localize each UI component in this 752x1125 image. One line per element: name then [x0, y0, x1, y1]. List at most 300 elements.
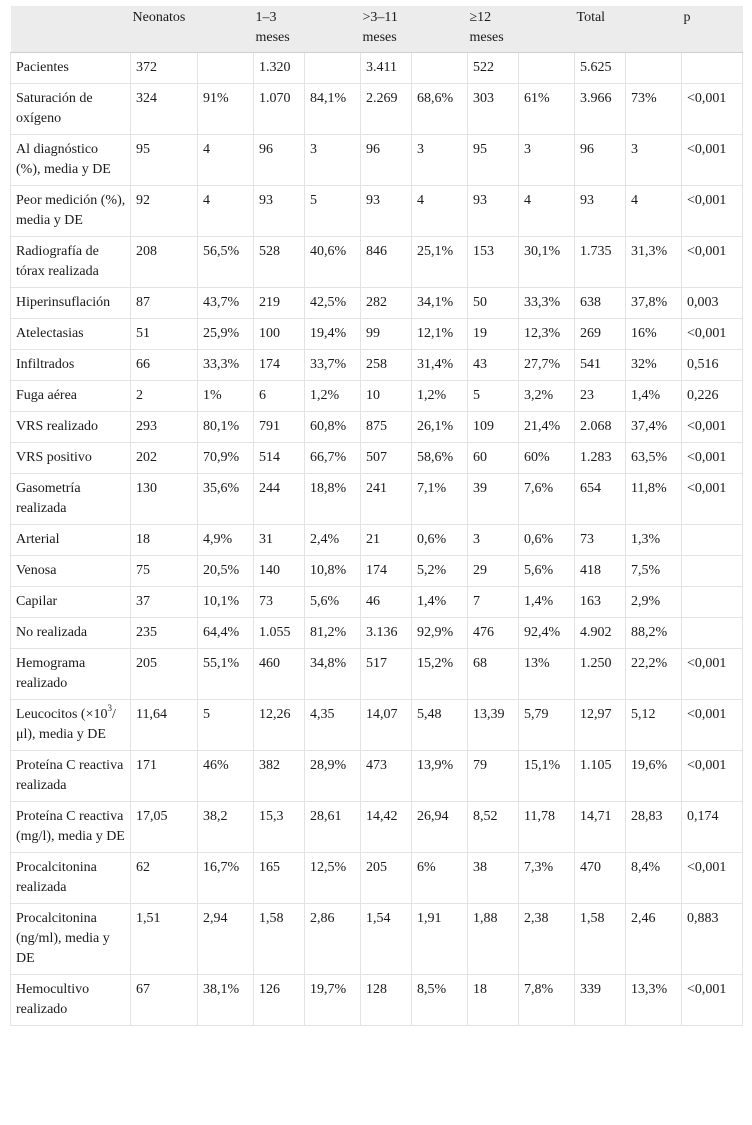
table-cell: 32%	[626, 350, 682, 381]
table-cell: 5,2%	[412, 556, 468, 587]
table-cell: 93	[361, 186, 412, 237]
table-cell: 541	[575, 350, 626, 381]
table-cell: 165	[254, 853, 305, 904]
table-cell: 5.625	[575, 53, 626, 84]
table-cell: 5	[468, 381, 519, 412]
table-container	[10, 6, 742, 1026]
table-cell: 1,54	[361, 904, 412, 975]
table-cell: 95	[131, 135, 198, 186]
table-cell: 1.250	[575, 649, 626, 700]
table-cell: 1,4%	[626, 381, 682, 412]
table-cell: 638	[575, 288, 626, 319]
table-cell: 1.320	[254, 53, 305, 84]
table-cell: 51	[131, 319, 198, 350]
table-cell: 63,5%	[626, 443, 682, 474]
table-row	[11, 53, 743, 84]
table-cell: <0,001	[682, 186, 743, 237]
table-cell: 128	[361, 975, 412, 1026]
table-cell: 20,5%	[198, 556, 254, 587]
table-cell: 7	[468, 587, 519, 618]
table-row	[11, 904, 743, 975]
table-cell: 14,07	[361, 700, 412, 751]
table-row	[11, 525, 743, 556]
table-cell: 418	[575, 556, 626, 587]
row-label: Radiografía de tórax realizada	[11, 237, 131, 288]
table-cell: 1,2%	[412, 381, 468, 412]
table-cell: 62	[131, 853, 198, 904]
table-cell: 5,12	[626, 700, 682, 751]
header-cell	[198, 6, 254, 53]
table-cell	[519, 53, 575, 84]
table-row	[11, 381, 743, 412]
table-cell: 25,9%	[198, 319, 254, 350]
table-cell: 28,61	[305, 802, 361, 853]
table-cell: 37	[131, 587, 198, 618]
table-cell: 7,8%	[519, 975, 575, 1026]
table-cell: 208	[131, 237, 198, 288]
table-cell: 16,7%	[198, 853, 254, 904]
table-row	[11, 975, 743, 1026]
table-row	[11, 186, 743, 237]
table-cell: 3.411	[361, 53, 412, 84]
table-cell: 12,1%	[412, 319, 468, 350]
table-row	[11, 474, 743, 525]
table-cell: 0,174	[682, 802, 743, 853]
table-cell: 163	[575, 587, 626, 618]
table-cell: 258	[361, 350, 412, 381]
table-cell: 8,5%	[412, 975, 468, 1026]
table-cell: 1%	[198, 381, 254, 412]
table-cell: 3	[626, 135, 682, 186]
table-cell: 3	[468, 525, 519, 556]
row-label: Proteína C reactiva (mg/l), media y DE	[11, 802, 131, 853]
header-cell	[305, 6, 361, 53]
table-row	[11, 556, 743, 587]
table-cell: 81,2%	[305, 618, 361, 649]
header-cell: 1–3 meses	[254, 6, 305, 53]
table-cell: 7,5%	[626, 556, 682, 587]
table-row	[11, 84, 743, 135]
table-cell: 60%	[519, 443, 575, 474]
header-cell: Neonatos	[131, 6, 198, 53]
table-cell: 241	[361, 474, 412, 525]
table-cell: <0,001	[682, 649, 743, 700]
table-cell: 33,7%	[305, 350, 361, 381]
table-cell: 654	[575, 474, 626, 525]
table-cell: 56,5%	[198, 237, 254, 288]
table-cell: 2.068	[575, 412, 626, 443]
table-cell: 21	[361, 525, 412, 556]
table-cell: 4,35	[305, 700, 361, 751]
header-cell	[519, 6, 575, 53]
table-cell: 4.902	[575, 618, 626, 649]
table-cell: 31	[254, 525, 305, 556]
table-cell: <0,001	[682, 319, 743, 350]
table-cell: 2,38	[519, 904, 575, 975]
table-cell: 100	[254, 319, 305, 350]
table-cell: 38	[468, 853, 519, 904]
table-cell: 37,8%	[626, 288, 682, 319]
table-cell: 476	[468, 618, 519, 649]
table-cell: 19,4%	[305, 319, 361, 350]
table-cell: 67	[131, 975, 198, 1026]
table-cell: 153	[468, 237, 519, 288]
table-cell: 5,6%	[305, 587, 361, 618]
row-label: Venosa	[11, 556, 131, 587]
table-row	[11, 237, 743, 288]
table-cell: <0,001	[682, 237, 743, 288]
table-cell	[682, 525, 743, 556]
table-cell: 25,1%	[412, 237, 468, 288]
table-cell: 11,64	[131, 700, 198, 751]
table-cell: <0,001	[682, 84, 743, 135]
row-label-text: Leucocitos (×10	[16, 707, 108, 722]
table-cell: 92,9%	[412, 618, 468, 649]
table-cell: 1.283	[575, 443, 626, 474]
table-cell: 73%	[626, 84, 682, 135]
row-label-text: /μl), media y DE	[16, 707, 116, 742]
table-cell: 15,2%	[412, 649, 468, 700]
table-cell: 70,9%	[198, 443, 254, 474]
header-cell: ≥12 meses	[468, 6, 519, 53]
table-row	[11, 443, 743, 474]
table-cell: 92	[131, 186, 198, 237]
table-cell: 303	[468, 84, 519, 135]
table-row	[11, 319, 743, 350]
table-cell: 37,4%	[626, 412, 682, 443]
table-cell: 1,3%	[626, 525, 682, 556]
table-cell: 5	[305, 186, 361, 237]
table-cell: 791	[254, 412, 305, 443]
table-cell: 93	[468, 186, 519, 237]
table-cell: 46%	[198, 751, 254, 802]
table-cell	[682, 556, 743, 587]
table-cell: 1,4%	[412, 587, 468, 618]
table-cell: 29	[468, 556, 519, 587]
table-cell	[626, 53, 682, 84]
table-cell: 96	[254, 135, 305, 186]
table-cell: 293	[131, 412, 198, 443]
table-cell: 269	[575, 319, 626, 350]
table-cell: 15,1%	[519, 751, 575, 802]
table-cell: 16%	[626, 319, 682, 350]
table-cell: 73	[254, 587, 305, 618]
table-cell: 17,05	[131, 802, 198, 853]
table-cell: 109	[468, 412, 519, 443]
table-cell: 11,8%	[626, 474, 682, 525]
table-cell: 84,1%	[305, 84, 361, 135]
table-cell: 10,1%	[198, 587, 254, 618]
table-header	[11, 6, 743, 53]
table-cell: 339	[575, 975, 626, 1026]
table-cell: 3	[305, 135, 361, 186]
table-cell: 1,51	[131, 904, 198, 975]
table-cell: 1.735	[575, 237, 626, 288]
table-cell: 205	[131, 649, 198, 700]
table-cell: 35,6%	[198, 474, 254, 525]
table-cell: 3.966	[575, 84, 626, 135]
table-cell: 324	[131, 84, 198, 135]
row-label: Proteína C reactiva realizada	[11, 751, 131, 802]
table-cell: 1,91	[412, 904, 468, 975]
table-cell: 5,48	[412, 700, 468, 751]
table-cell: 43,7%	[198, 288, 254, 319]
table-cell: 5,79	[519, 700, 575, 751]
table-cell: 21,4%	[519, 412, 575, 443]
row-label: Hemograma realizado	[11, 649, 131, 700]
table-cell: 5,6%	[519, 556, 575, 587]
table-cell: 282	[361, 288, 412, 319]
row-label: Atelectasias	[11, 319, 131, 350]
table-cell: <0,001	[682, 853, 743, 904]
header-cell: p	[682, 6, 743, 53]
table-cell: <0,001	[682, 474, 743, 525]
table-cell: 3.136	[361, 618, 412, 649]
table-row	[11, 288, 743, 319]
table-cell: 174	[254, 350, 305, 381]
table-cell: 14,71	[575, 802, 626, 853]
header-cell	[412, 6, 468, 53]
table-cell: 0,883	[682, 904, 743, 975]
table-cell: 1.070	[254, 84, 305, 135]
table-cell	[198, 53, 254, 84]
table-cell: 26,1%	[412, 412, 468, 443]
table-cell: 174	[361, 556, 412, 587]
table-cell: 33,3%	[198, 350, 254, 381]
table-cell: 0,226	[682, 381, 743, 412]
table-cell: 202	[131, 443, 198, 474]
table-cell: 31,3%	[626, 237, 682, 288]
table-cell: 96	[575, 135, 626, 186]
table-cell	[412, 53, 468, 84]
row-label: Fuga aérea	[11, 381, 131, 412]
table-cell: 99	[361, 319, 412, 350]
header-row	[11, 6, 743, 53]
table-cell: 2,9%	[626, 587, 682, 618]
table-cell: 92,4%	[519, 618, 575, 649]
table-cell: 75	[131, 556, 198, 587]
table-cell: 18,8%	[305, 474, 361, 525]
table-cell: 12,5%	[305, 853, 361, 904]
table-cell: 2,86	[305, 904, 361, 975]
row-label: Arterial	[11, 525, 131, 556]
table-cell: 46	[361, 587, 412, 618]
table-cell: 95	[468, 135, 519, 186]
table-row	[11, 618, 743, 649]
table-cell: 470	[575, 853, 626, 904]
table-cell: <0,001	[682, 412, 743, 443]
table-cell: 0,6%	[412, 525, 468, 556]
table-cell: 11,78	[519, 802, 575, 853]
table-cell: <0,001	[682, 700, 743, 751]
table-cell: 2,94	[198, 904, 254, 975]
table-cell: 517	[361, 649, 412, 700]
table-cell: 382	[254, 751, 305, 802]
table-cell: 79	[468, 751, 519, 802]
table-cell: 4	[626, 186, 682, 237]
header-cell: >3–11 meses	[361, 6, 412, 53]
table-cell: 219	[254, 288, 305, 319]
table-row	[11, 802, 743, 853]
table-cell: 80,1%	[198, 412, 254, 443]
row-label: Infiltrados	[11, 350, 131, 381]
table-cell: 6%	[412, 853, 468, 904]
table-cell: 507	[361, 443, 412, 474]
table-cell	[682, 587, 743, 618]
table-cell: 4	[412, 186, 468, 237]
table-cell: 23	[575, 381, 626, 412]
table-cell: 42,5%	[305, 288, 361, 319]
table-cell: 34,1%	[412, 288, 468, 319]
row-label: Pacientes	[11, 53, 131, 84]
table-cell: 19	[468, 319, 519, 350]
table-cell: 7,6%	[519, 474, 575, 525]
table-cell: 38,2	[198, 802, 254, 853]
row-label: Peor medición (%), media y DE	[11, 186, 131, 237]
row-label: Capilar	[11, 587, 131, 618]
table-cell: 73	[575, 525, 626, 556]
table-cell	[305, 53, 361, 84]
table-cell: 10,8%	[305, 556, 361, 587]
table-cell: 19,7%	[305, 975, 361, 1026]
table-cell: 22,2%	[626, 649, 682, 700]
table-cell: 40,6%	[305, 237, 361, 288]
table-cell: 39	[468, 474, 519, 525]
row-label-superscript: 3	[107, 703, 112, 714]
table-cell: 1,58	[254, 904, 305, 975]
table-cell: 5	[198, 700, 254, 751]
row-label: Saturación de oxígeno	[11, 84, 131, 135]
table-cell: 522	[468, 53, 519, 84]
table-cell: 93	[254, 186, 305, 237]
table-cell: 2,46	[626, 904, 682, 975]
table-row	[11, 751, 743, 802]
table-cell: 4	[519, 186, 575, 237]
table-cell: 205	[361, 853, 412, 904]
table-cell: 3	[519, 135, 575, 186]
table-cell: 13%	[519, 649, 575, 700]
table-cell: 15,3	[254, 802, 305, 853]
table-cell: 244	[254, 474, 305, 525]
table-body	[11, 53, 743, 1026]
table-cell: 28,9%	[305, 751, 361, 802]
table-cell: 3,2%	[519, 381, 575, 412]
table-row	[11, 649, 743, 700]
table-cell: 10	[361, 381, 412, 412]
table-cell: 55,1%	[198, 649, 254, 700]
table-row	[11, 350, 743, 381]
table-cell: 12,26	[254, 700, 305, 751]
table-cell: 126	[254, 975, 305, 1026]
row-label: Al diagnóstico (%), media y DE	[11, 135, 131, 186]
table-cell: 27,7%	[519, 350, 575, 381]
table-cell: 87	[131, 288, 198, 319]
table-cell: 846	[361, 237, 412, 288]
row-label: Hemocultivo realizado	[11, 975, 131, 1026]
row-label	[11, 700, 131, 751]
row-label: Procalcitonina (ng/ml), media y DE	[11, 904, 131, 975]
table-cell: 88,2%	[626, 618, 682, 649]
table-cell: 60	[468, 443, 519, 474]
table-cell: 61%	[519, 84, 575, 135]
table-cell: 7,3%	[519, 853, 575, 904]
table-row	[11, 135, 743, 186]
table-row	[11, 412, 743, 443]
table-cell: 8,4%	[626, 853, 682, 904]
table-cell: 6	[254, 381, 305, 412]
table-cell: 4	[198, 186, 254, 237]
row-label: Procalcitonina realizada	[11, 853, 131, 904]
table-cell: 12,97	[575, 700, 626, 751]
table-cell: 60,8%	[305, 412, 361, 443]
table-cell: 50	[468, 288, 519, 319]
header-cell-label	[11, 6, 131, 53]
table-cell: 28,83	[626, 802, 682, 853]
table-row	[11, 700, 743, 751]
table-cell: 0,003	[682, 288, 743, 319]
table-cell: 34,8%	[305, 649, 361, 700]
table-cell: 19,6%	[626, 751, 682, 802]
table-cell: 33,3%	[519, 288, 575, 319]
table-cell: 4	[198, 135, 254, 186]
table-cell: 8,52	[468, 802, 519, 853]
table-cell: 0,6%	[519, 525, 575, 556]
table-cell: 13,39	[468, 700, 519, 751]
table-cell: 26,94	[412, 802, 468, 853]
table-cell: 3	[412, 135, 468, 186]
table-cell: 38,1%	[198, 975, 254, 1026]
table-cell: 2	[131, 381, 198, 412]
table-row	[11, 853, 743, 904]
table-cell: 96	[361, 135, 412, 186]
table-cell: 875	[361, 412, 412, 443]
table-cell: 1,4%	[519, 587, 575, 618]
table-cell: 1.055	[254, 618, 305, 649]
table-cell	[682, 618, 743, 649]
table-cell: <0,001	[682, 751, 743, 802]
table-cell: <0,001	[682, 135, 743, 186]
table-cell: 0,516	[682, 350, 743, 381]
table-cell: 13,3%	[626, 975, 682, 1026]
row-label: Gasometría realizada	[11, 474, 131, 525]
table-cell: 2,4%	[305, 525, 361, 556]
table-cell: 1,2%	[305, 381, 361, 412]
table-cell: 31,4%	[412, 350, 468, 381]
table-cell: 235	[131, 618, 198, 649]
table-cell: 68,6%	[412, 84, 468, 135]
table-cell: 140	[254, 556, 305, 587]
table-cell: 372	[131, 53, 198, 84]
table-cell: 93	[575, 186, 626, 237]
table-cell: 66,7%	[305, 443, 361, 474]
table-cell: 18	[131, 525, 198, 556]
table-cell: 171	[131, 751, 198, 802]
table-cell: 13,9%	[412, 751, 468, 802]
table-cell: 66	[131, 350, 198, 381]
header-cell	[626, 6, 682, 53]
row-label: VRS positivo	[11, 443, 131, 474]
table-cell: 91%	[198, 84, 254, 135]
header-cell: Total	[575, 6, 626, 53]
table-cell: 2.269	[361, 84, 412, 135]
table-row	[11, 587, 743, 618]
table-cell: 43	[468, 350, 519, 381]
table-cell: 30,1%	[519, 237, 575, 288]
table-cell: 7,1%	[412, 474, 468, 525]
results-table	[10, 6, 743, 1026]
table-cell: 64,4%	[198, 618, 254, 649]
table-cell: 12,3%	[519, 319, 575, 350]
